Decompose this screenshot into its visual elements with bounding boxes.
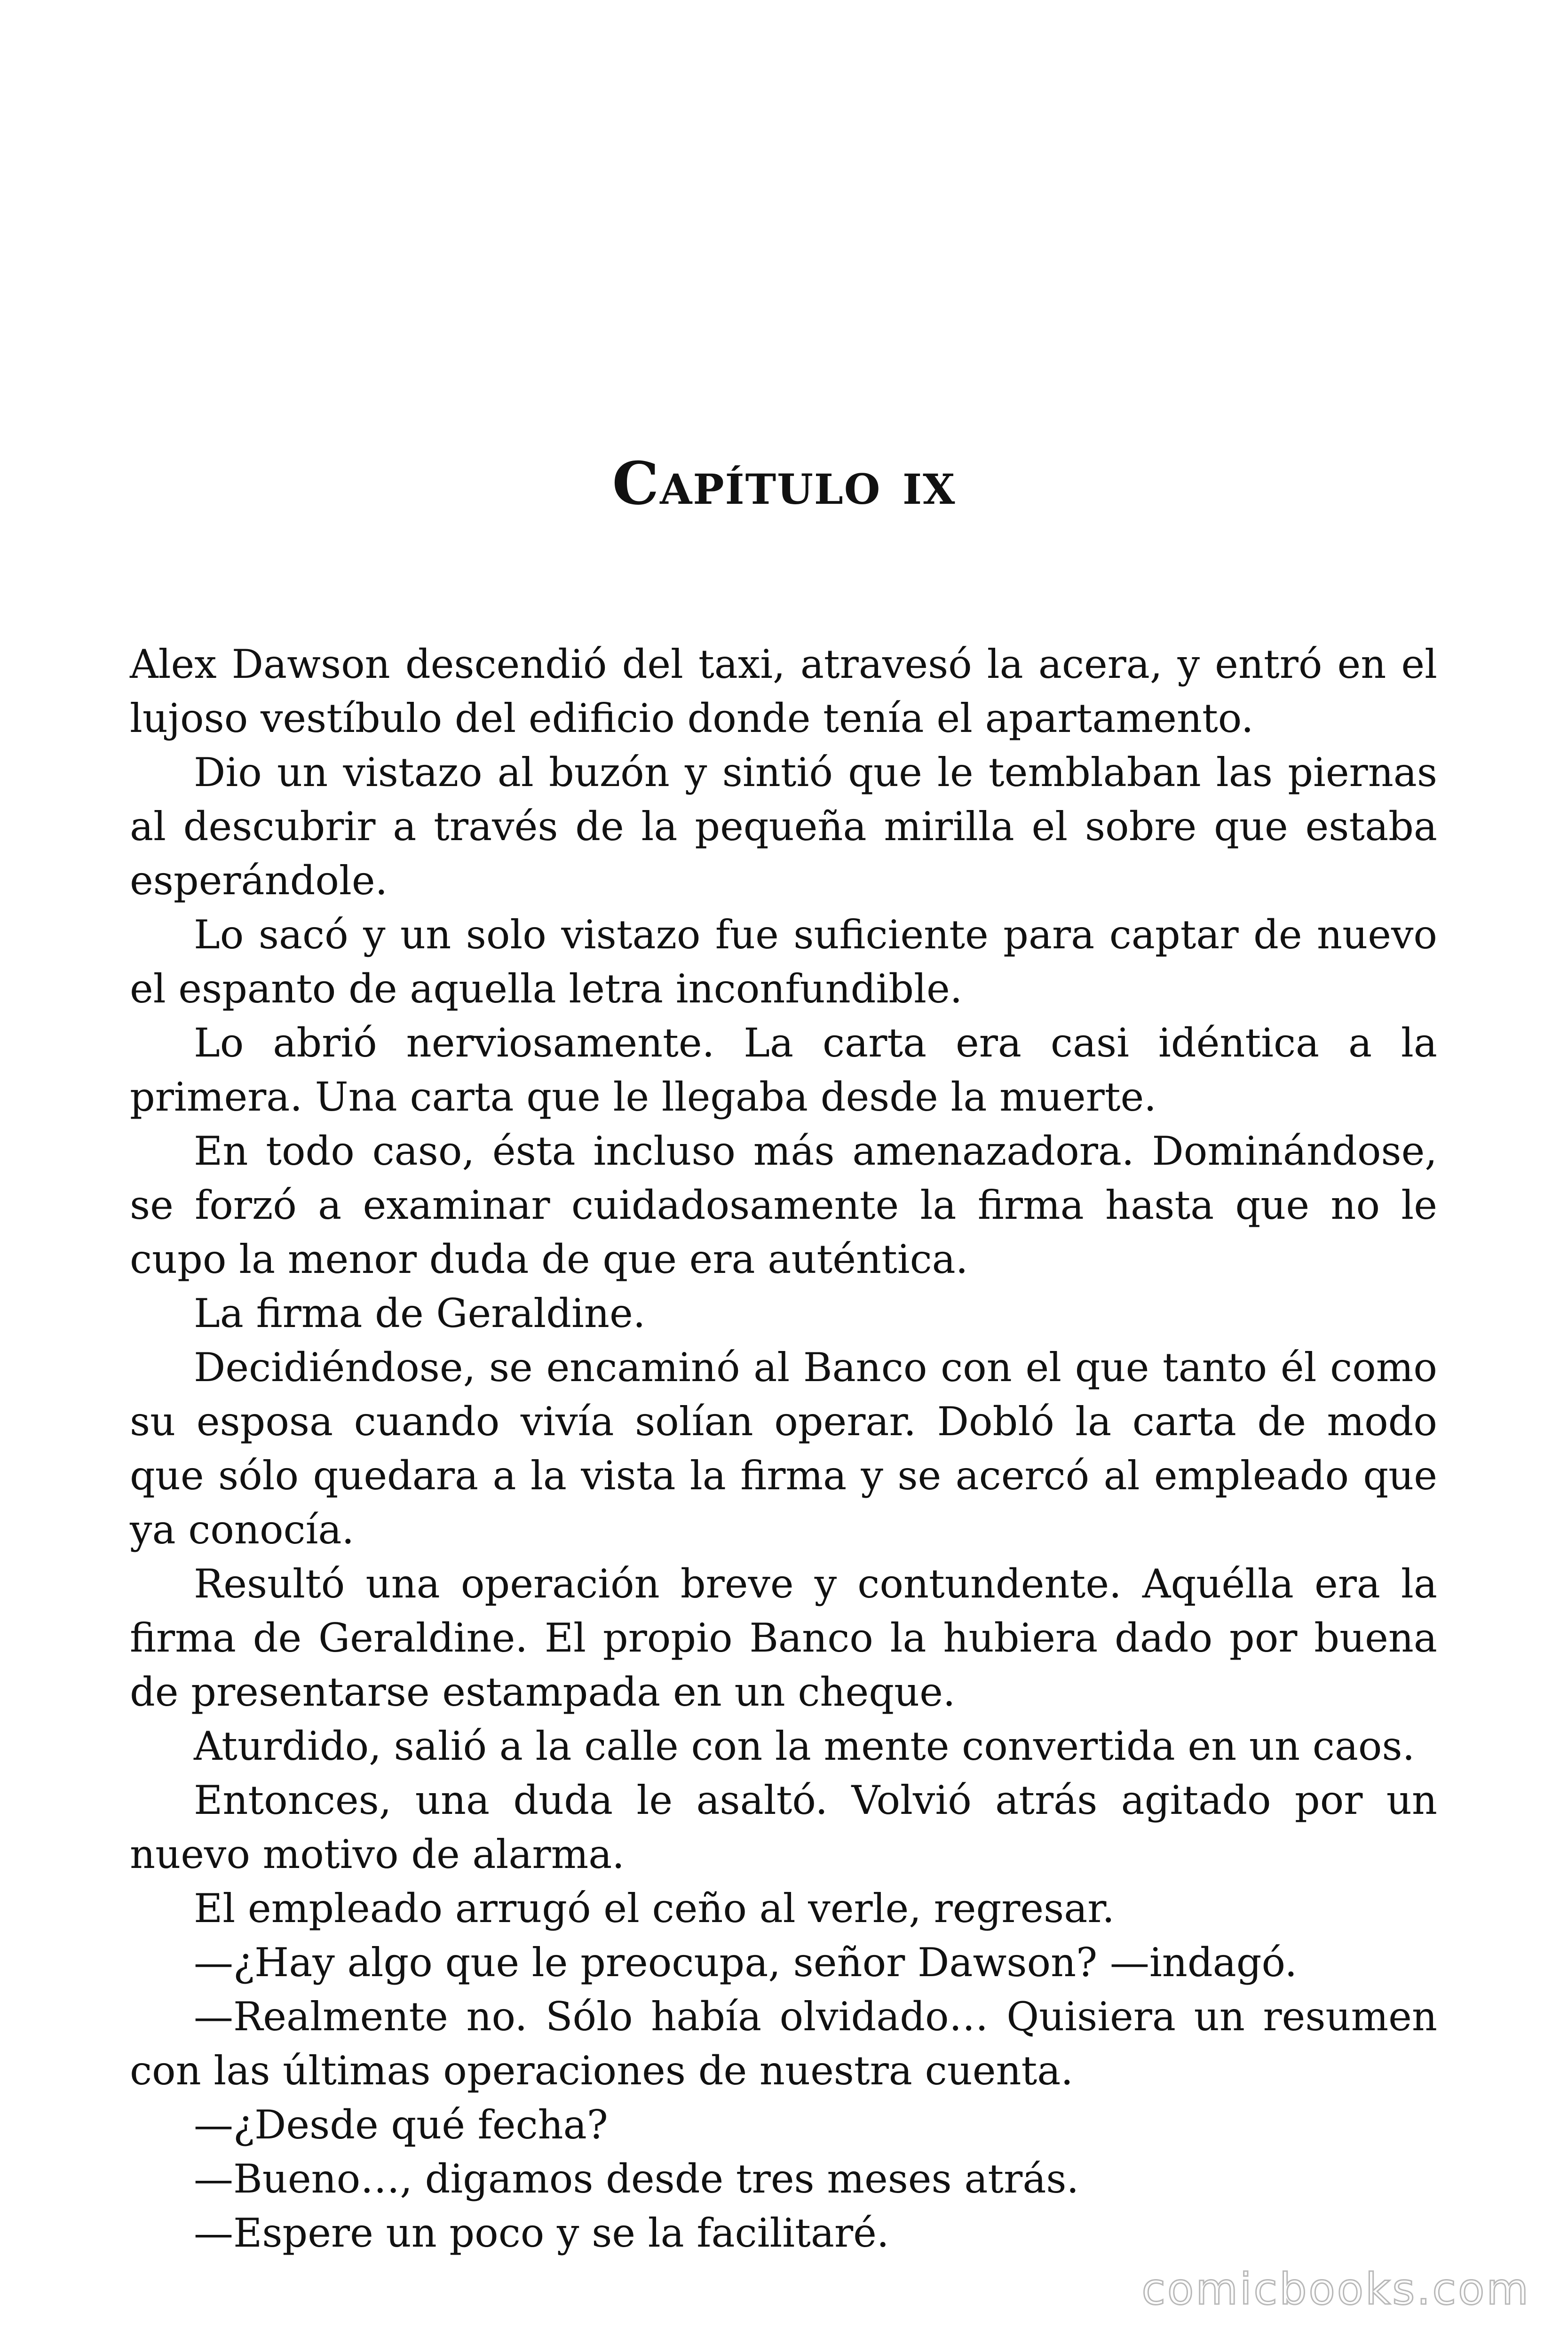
chapter-title: Capítulo ix <box>612 449 956 518</box>
dialogue-paragraph: —¿Hay algo que le preocupa, señor Dawson? —indagó. <box>194 1939 1298 1986</box>
dialogue-paragraph: —Bueno…, digamos desde tres meses atrás. <box>194 2156 1079 2202</box>
chapter-body <box>130 637 1437 2260</box>
paragraph: Dio un vistazo al buzón y sintió que le temblaban las piernas al descubrir a través de la pequeña mirilla el sobre que estaba esperándole. <box>130 749 1437 904</box>
watermark-logo: comicbooks.com <box>1141 2264 1530 2314</box>
paragraph: Alex Dawson descendió del taxi, atravesó la acera, y entró en el lujoso vestíbulo del edificio donde tenía el apartamento. <box>130 641 1437 741</box>
paragraph: Lo sacó y un solo vistazo fue suficiente para captar de nuevo el espanto de aquella letra inconfundible. <box>130 912 1437 1012</box>
paragraph: Aturdido, salió a la calle con la mente convertida en un caos. <box>194 1723 1415 1769</box>
paragraph: Decidiéndose, se encaminó al Banco con el que tanto él como su esposa cuando vivía solían operar. Dobló la carta de modo que sólo quedara a la vista la firma y se acercó al empleado que ya conocía. <box>130 1344 1437 1553</box>
paragraph: En todo caso, ésta incluso más amenazadora. Dominándose, se forzó a examinar cuidadosamente la firma hasta que no le cupo la menor duda de que era auténtica. <box>130 1128 1437 1282</box>
dialogue-paragraph: —Realmente no. Sólo había olvidado… Quisiera un resumen con las últimas operaciones de nuestra cuenta. <box>130 1994 1437 2094</box>
paragraph: Entonces, una duda le asaltó. Volvió atrás agitado por un nuevo motivo de alarma. <box>130 1777 1437 1877</box>
paragraph: El empleado arrugó el ceño al verle, regresar. <box>194 1885 1115 1931</box>
paragraph: Lo abrió nerviosamente. La carta era casi idéntica a la primera. Una carta que le llegaba desde la muerte. <box>130 1020 1437 1120</box>
paragraph: Resultó una operación breve y contundente. Aquélla era la firma de Geraldine. El propio Banco la hubiera dado por buena de presentarse estampada en un cheque. <box>130 1561 1437 1715</box>
paragraph: La firma de Geraldine. <box>194 1290 646 1336</box>
dialogue-paragraph: —¿Desde qué fecha? <box>194 2102 608 2148</box>
dialogue-paragraph: —Espere un poco y se la facilitaré. <box>194 2210 889 2256</box>
